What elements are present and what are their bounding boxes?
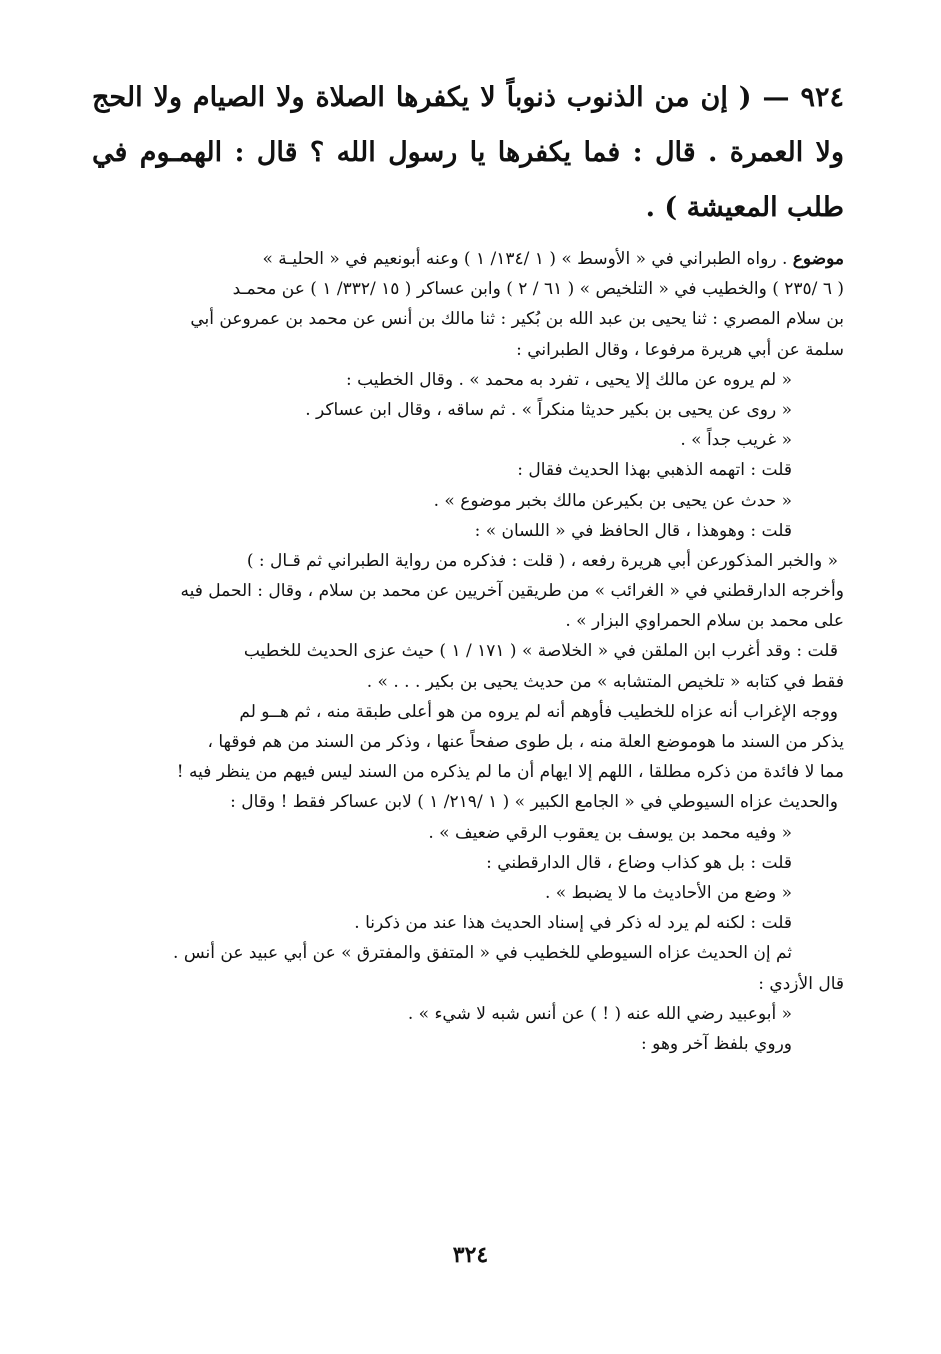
text-line: مما لا فائدة من ذكره مطلقا ، اللهم إلا ايهام أن ما لم يذكره من السند ليس فيهم من ينظر فيه ! (176, 762, 844, 783)
quote-line: « لم يروه عن مالك إلا يحيى ، تفرد به محمد » . وقال الخطيب : (346, 369, 792, 390)
text-line: وأخرجه الدارقطني في « الغرائب » من طريقين آخريين عن محمد بن سلام ، وقال : الحمل فيه (180, 581, 844, 602)
text-line: وروي بلفظ آخر وهو : (641, 1033, 792, 1054)
verdict-label: موضوع (792, 249, 844, 269)
commentary (92, 244, 844, 1059)
text-line: فقط في كتابه « تلخيص المتشابه » من حديث يحيى بن بكير . . . » . (366, 671, 844, 692)
text-line: قلت : وهوهذا ، قال الحافظ في « اللسان » : (474, 520, 792, 541)
page-number: ٣٢٤ (452, 1242, 489, 1268)
text-line: قلت : لكنه لم يرد له ذكر في إسناد الحديث هذا عند من ذكرنا . (354, 913, 792, 934)
hadith-heading (92, 70, 844, 238)
quote-line: « روى عن يحيى بن بكير حديثا منكراً » . ثم ساقه ، وقال ابن عساكر . (305, 399, 792, 420)
text-line: يذكر من السند ما هوموضع العلة منه ، بل طوى صفحاً عنها ، وذكر من السند من هم فوقها ، (207, 732, 844, 752)
page-content (92, 70, 844, 1059)
text-line: على محمد بن سلام الحمراوي البزار » . (565, 611, 844, 632)
heading-dash: — (762, 82, 790, 113)
text-line: قلت : بل هو كذاب وضاع ، قال الدارقطني : (486, 852, 792, 873)
quote-line: « حدث عن يحيى بن بكيرعن مالك بخبر موضوع » . (433, 490, 792, 511)
quote-line: « والخبر المذكورعن أبي هريرة رفعه ، ( قلت : فذكره من رواية الطبراني ثم قـال : ) (246, 550, 838, 571)
quote-line: « غريب جداً » . (680, 430, 792, 451)
text-line: ووجه الإغراب أنه عزاه للخطيب فأوهم أنه لم يروه من هو أعلى طبقة منه ، ثم هــو لم (239, 701, 838, 722)
hadith-number: ٩٢٤ (800, 82, 845, 113)
hadith-text: ( إن من الذنوب ذنوباً لا يكفرها الصلاة ولا الصيام ولا الحج ولا العمرة . قال : فما يكفرها يا رسول الله ؟ قال : الهمـوم في طلب المعيشة ) . (92, 82, 844, 223)
text-line: بن سلام المصري : ثنا يحيى بن عبد الله بن بُكير : ثنا مالك بن أنس عن محمد بن عمروعن أبي (190, 309, 844, 330)
text-line: ( ٦ /٢٣٥ ) والخطيب في « التلخيص » ( ٦١ / ٢ ) وابن عساكر ( ١٥ /٣٣٢/ ١ ) عن محمـد (232, 279, 844, 300)
quote-line: « وفيه محمد بن يوسف بن يعقوب الرقي ضعيف » . (428, 822, 792, 843)
text-line: والحديث عزاه السيوطي في « الجامع الكبير » ( ١ /٢١٩/ ١ ) لابن عساكر فقط ! وقال : (230, 792, 838, 813)
text-line: قال الأزدي : (758, 973, 844, 994)
text-line: قلت : اتهمه الذهبي بهذا الحديث فقال : (517, 460, 792, 481)
text-line: ثم إن الحديث عزاه السيوطي للخطيب في « المتفق والمفترق » عن أبي عبيد عن أنس . (173, 943, 792, 964)
text-line: موضوع . رواه الطبراني في « الأوسط » ( ١ /١٣٤/ ١ ) وعنه أبونعيم في « الحليـة » (262, 249, 844, 269)
text-line: سلمة عن أبي هريرة مرفوعا ، وقال الطبراني : (516, 339, 844, 360)
text-line: قلت : وقد أغرب ابن الملقن في « الخلاصة » ( ١٧١ / ١ ) حيث عزى الحديث للخطيب (243, 641, 838, 662)
quote-line: « وضع من الأحاديث ما لا يضبط » . (545, 882, 792, 903)
quote-line: « أبوعبيد رضي الله عنه ( ! ) عن أنس شبه لا شيء » . (407, 1003, 792, 1024)
